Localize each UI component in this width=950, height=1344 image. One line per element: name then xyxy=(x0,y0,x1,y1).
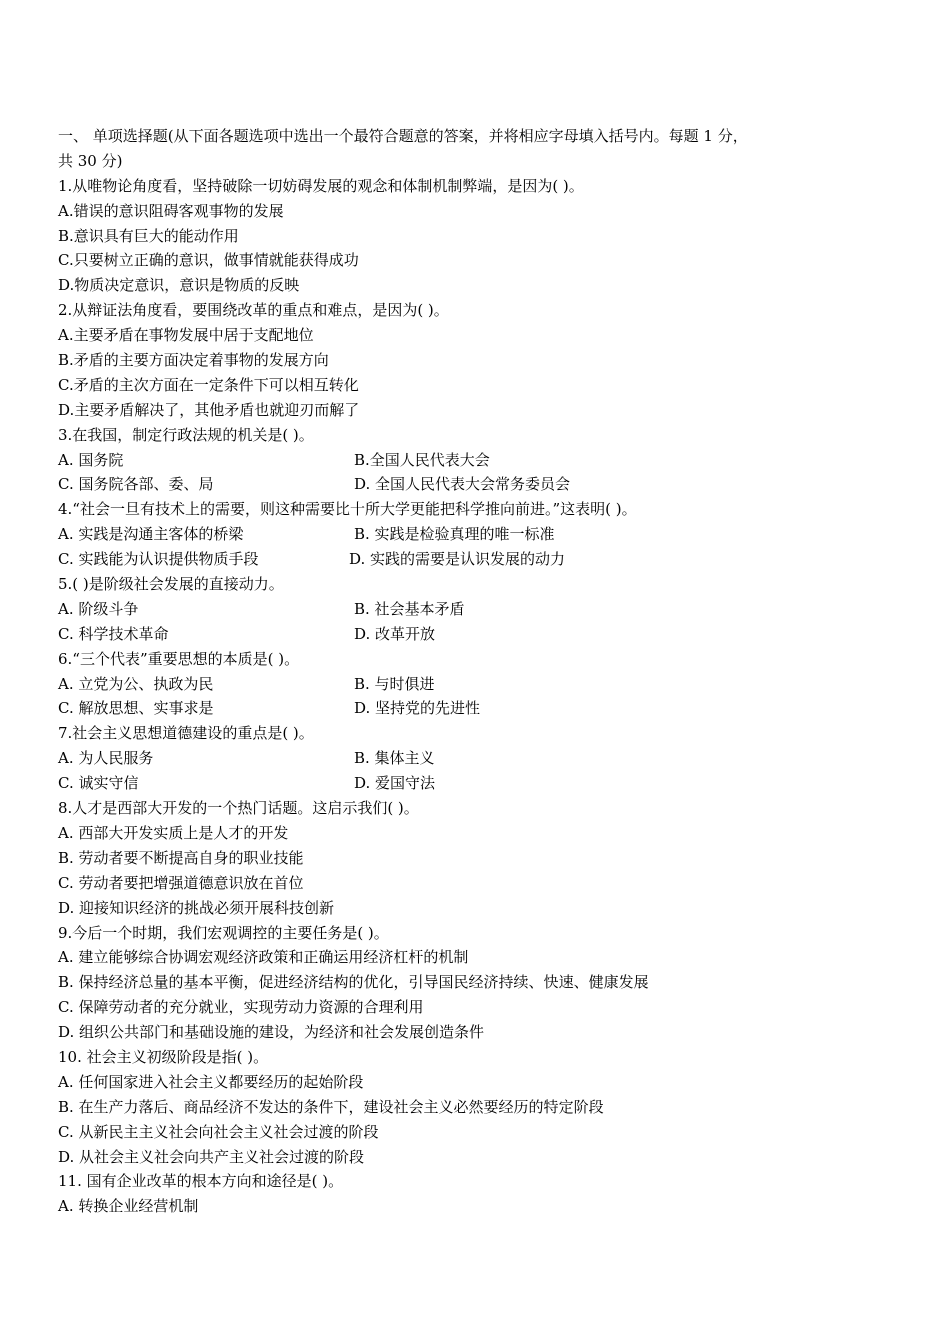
option-row xyxy=(58,547,898,572)
question-stem: 7.社会主义思想道德建设的重点是( )。 xyxy=(58,724,314,743)
option-d: D. 改革开放 xyxy=(354,624,436,643)
option-a: A. 阶级斗争 xyxy=(58,599,139,618)
question-stem: 5.( )是阶级社会发展的直接动力。 xyxy=(58,575,284,594)
option-row xyxy=(58,672,898,697)
question-2 xyxy=(58,298,898,422)
option-a: A. 转换企业经营机制 xyxy=(58,1197,199,1216)
option-d: D. 实践的需要是认识发展的动力 xyxy=(349,550,566,569)
option-b: B. 与时俱进 xyxy=(354,674,435,693)
section-heading-continued: 共 30 分) xyxy=(58,151,123,170)
option-c: C. 解放思想、实事求是 xyxy=(58,699,214,718)
option-row xyxy=(58,746,898,771)
option-b: B. 在生产力落后、商品经济不发达的条件下，建设社会主义必然要经历的特定阶段 xyxy=(58,1097,604,1116)
option-d: D. 迎接知识经济的挑战必须开展科技创新 xyxy=(58,898,335,917)
question-4 xyxy=(58,497,898,572)
question-stem: 4.“社会一旦有技术上的需要，则这种需要比十所大学更能把科学推向前进。”这表明( )。 xyxy=(58,500,637,519)
option-d: D. 坚持党的先进性 xyxy=(354,699,481,718)
option-b: B.意识具有巨大的能动作用 xyxy=(58,226,239,245)
option-d: D. 组织公共部门和基础设施的建设，为经济和社会发展创造条件 xyxy=(58,1023,485,1042)
option-c: C. 诚实守信 xyxy=(58,774,139,793)
option-b: B. 保持经济总量的基本平衡，促进经济结构的优化，引导国民经济持续、快速、健康发展 xyxy=(58,973,649,992)
option-a: A. 立党为公、执政为民 xyxy=(58,674,214,693)
option-a: A. 西部大开发实质上是人才的开发 xyxy=(58,823,289,842)
option-b: B.矛盾的主要方面决定着事物的发展方向 xyxy=(58,351,329,370)
option-row xyxy=(58,448,898,473)
question-9 xyxy=(58,921,898,1045)
option-row xyxy=(58,472,898,497)
option-c: C. 保障劳动者的充分就业，实现劳动力资源的合理利用 xyxy=(58,998,424,1017)
option-d: D. 从社会主义社会向共产主义社会过渡的阶段 xyxy=(58,1147,365,1166)
option-c: C. 劳动者要把增强道德意识放在首位 xyxy=(58,873,304,892)
option-c: C. 国务院各部、委、局 xyxy=(58,475,214,494)
option-b: B. 劳动者要不断提高自身的职业技能 xyxy=(58,848,304,867)
option-a: A. 任何国家进入社会主义都要经历的起始阶段 xyxy=(58,1072,364,1091)
option-c: C. 实践能为认识提供物质手段 xyxy=(58,550,259,569)
option-a: A. 国务院 xyxy=(58,450,124,469)
question-stem: 9.今后一个时期，我们宏观调控的主要任务是( )。 xyxy=(58,923,389,942)
question-stem: 11. 国有企业改革的根本方向和途径是( )。 xyxy=(58,1172,344,1191)
question-5 xyxy=(58,572,898,647)
option-b: B. 社会基本矛盾 xyxy=(354,599,465,618)
option-c: C. 从新民主主义社会向社会主义社会过渡的阶段 xyxy=(58,1122,379,1141)
option-d: D. 全国人民代表大会常务委员会 xyxy=(354,475,571,494)
option-d: D.主要矛盾解决了，其他矛盾也就迎刃而解了 xyxy=(58,400,360,419)
option-c: C. 科学技术革命 xyxy=(58,624,169,643)
question-stem: 2.从辩证法角度看，要围绕改革的重点和难点，是因为( )。 xyxy=(58,301,449,320)
option-c: C.矛盾的主次方面在一定条件下可以相互转化 xyxy=(58,375,359,394)
option-c: C.只要树立正确的意识，做事情就能获得成功 xyxy=(58,251,359,270)
option-d: D. 爱国守法 xyxy=(354,774,436,793)
question-11 xyxy=(58,1169,898,1219)
option-b: B. 集体主义 xyxy=(354,749,435,768)
option-a: A.错误的意识阻碍客观事物的发展 xyxy=(58,201,284,220)
option-a: A. 为人民服务 xyxy=(58,749,154,768)
question-1 xyxy=(58,174,898,298)
question-6 xyxy=(58,647,898,722)
option-a: A. 实践是沟通主客体的桥梁 xyxy=(58,525,244,544)
option-a: A.主要矛盾在事物发展中居于支配地位 xyxy=(58,326,314,345)
question-stem: 3.在我国，制定行政法规的机关是( )。 xyxy=(58,425,314,444)
section-heading: 一、 单项选择题(从下面各题选项中选出一个最符合题意的答案，并将相应字母填入括号内。每题 1 分， xyxy=(58,127,748,145)
question-stem: 1.从唯物论角度看，坚持破除一切妨碍发展的观念和体制机制弊端，是因为( )。 xyxy=(58,176,584,195)
option-d: D.物质决定意识，意识是物质的反映 xyxy=(58,276,300,295)
option-row xyxy=(58,771,898,796)
option-b: B.全国人民代表大会 xyxy=(354,450,490,469)
option-row xyxy=(58,622,898,647)
option-a: A. 建立能够综合协调宏观经济政策和正确运用经济杠杆的机制 xyxy=(58,948,469,967)
exam-page xyxy=(58,124,898,1219)
question-10 xyxy=(58,1045,898,1169)
question-stem: 6.“三个代表”重要思想的本质是( )。 xyxy=(58,649,300,668)
option-b: B. 实践是检验真理的唯一标准 xyxy=(354,525,555,544)
option-row xyxy=(58,696,898,721)
question-stem: 10. 社会主义初级阶段是指( )。 xyxy=(58,1047,269,1066)
question-stem: 8.人才是西部大开发的一个热门话题。这启示我们( )。 xyxy=(58,799,419,818)
option-row xyxy=(58,597,898,622)
question-3 xyxy=(58,423,898,498)
question-7 xyxy=(58,721,898,796)
question-8 xyxy=(58,796,898,920)
option-row xyxy=(58,522,898,547)
